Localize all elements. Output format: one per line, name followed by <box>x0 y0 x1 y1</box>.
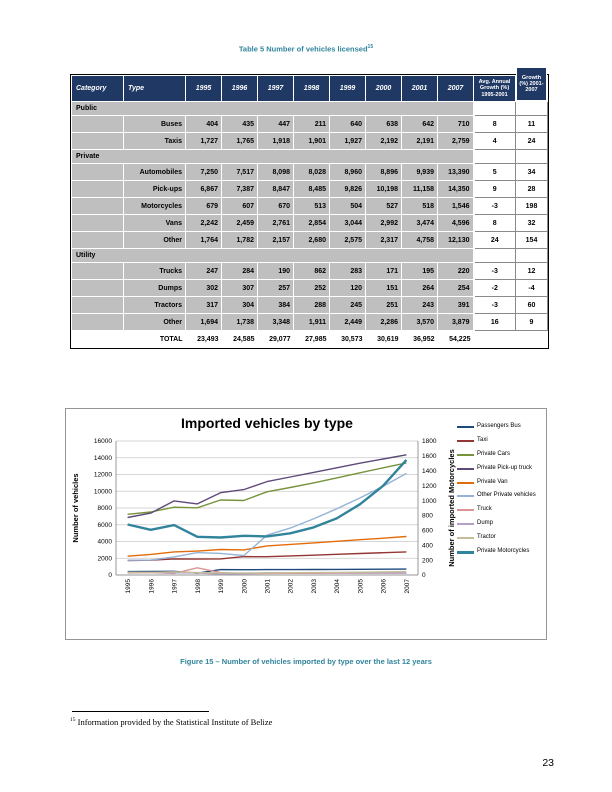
growth-cell: -4 <box>516 280 548 297</box>
legend-swatch <box>457 537 474 539</box>
value-cell: 2,449 <box>330 314 366 331</box>
table-row <box>72 215 548 232</box>
value-cell: 2,854 <box>294 215 330 232</box>
right-axis-tick: 1400 <box>422 467 437 475</box>
legend-item <box>457 451 543 458</box>
series-line <box>128 463 407 514</box>
value-cell: 8,485 <box>294 181 330 198</box>
footnote-divider <box>72 711 209 712</box>
value-cell: 4,758 <box>402 232 438 249</box>
value-cell: 211 <box>294 116 330 133</box>
category-cell <box>72 331 124 348</box>
value-cell: 2,317 <box>366 232 402 249</box>
avg-growth-cell: 8 <box>474 215 516 232</box>
value-cell: 1,782 <box>222 232 258 249</box>
series-line <box>128 552 407 561</box>
right-axis-tick: 600 <box>422 527 433 535</box>
legend-label: Private Cars <box>477 450 511 457</box>
left-axis-tick: 4000 <box>97 538 112 546</box>
type-cell: Other <box>124 314 186 331</box>
x-axis-tick: 2002 <box>287 579 295 594</box>
value-cell: 2,286 <box>366 314 402 331</box>
value-cell: 254 <box>438 280 474 297</box>
x-axis-tick: 1995 <box>125 579 133 594</box>
total-label: TOTAL <box>124 331 186 348</box>
value-cell: 1,901 <box>294 133 330 150</box>
growth-cell: 24 <box>516 133 548 150</box>
footnote <box>70 717 500 727</box>
type-cell: Pick-ups <box>124 181 186 198</box>
total-value-cell: 30,619 <box>366 331 402 348</box>
col-year: 1996 <box>222 76 258 102</box>
value-cell: 220 <box>438 263 474 280</box>
value-cell: 679 <box>186 198 222 215</box>
value-cell: 190 <box>258 263 294 280</box>
value-cell: 710 <box>438 116 474 133</box>
category-cell <box>72 116 124 133</box>
col-year: 2000 <box>366 76 402 102</box>
growth-cell: 32 <box>516 215 548 232</box>
value-cell: 257 <box>258 280 294 297</box>
x-axis-tick: 2000 <box>241 579 249 594</box>
table-header-row <box>72 76 548 102</box>
type-cell: Taxis <box>124 133 186 150</box>
right-axis-tick: 200 <box>422 557 433 565</box>
x-axis-tick: 1996 <box>148 579 156 594</box>
right-axis-label: Number of imported Motorcycles <box>447 449 456 567</box>
legend-swatch <box>457 454 474 456</box>
legend-label: Other Private vehicles <box>477 492 536 499</box>
table-title-text: Table 5 Number of vehicles licensed <box>238 44 368 54</box>
value-cell: 264 <box>402 280 438 297</box>
value-cell: 2,761 <box>258 215 294 232</box>
value-cell: 527 <box>366 198 402 215</box>
value-cell: 2,680 <box>294 232 330 249</box>
avg-growth-cell: -3 <box>474 198 516 215</box>
value-cell: 7,387 <box>222 181 258 198</box>
col-year: 1998 <box>294 76 330 102</box>
value-cell: 304 <box>222 297 258 314</box>
growth-cell: 154 <box>516 232 548 249</box>
type-cell: Trucks <box>124 263 186 280</box>
value-cell: 6,867 <box>186 181 222 198</box>
total-value-cell: 30,573 <box>330 331 366 348</box>
value-cell: 607 <box>222 198 258 215</box>
series-line <box>128 473 407 560</box>
avg-growth-cell: 9 <box>474 181 516 198</box>
value-cell: 2,192 <box>366 133 402 150</box>
category-cell <box>72 133 124 150</box>
value-cell: 3,474 <box>402 215 438 232</box>
category-cell <box>72 164 124 181</box>
x-axis-tick: 2001 <box>264 579 272 594</box>
value-cell: 391 <box>438 297 474 314</box>
table-row <box>72 232 548 249</box>
value-cell: 518 <box>402 198 438 215</box>
value-cell: 642 <box>402 116 438 133</box>
value-cell: 2,575 <box>330 232 366 249</box>
value-cell: 2,459 <box>222 215 258 232</box>
value-cell: 195 <box>402 263 438 280</box>
section-label: Private <box>72 150 474 164</box>
value-cell: 3,570 <box>402 314 438 331</box>
left-axis-tick: 16000 <box>93 438 112 446</box>
growth-cell <box>516 249 548 263</box>
value-cell: 251 <box>366 297 402 314</box>
table-row <box>72 164 548 181</box>
left-axis-tick: 0 <box>108 572 112 580</box>
category-cell <box>72 280 124 297</box>
legend-item <box>457 520 543 527</box>
right-axis-tick: 0 <box>422 572 426 580</box>
value-cell: 4,596 <box>438 215 474 232</box>
value-cell: 1,727 <box>186 133 222 150</box>
value-cell: 2,242 <box>186 215 222 232</box>
avg-growth-cell: -2 <box>474 280 516 297</box>
vehicles-licensed-table <box>71 75 548 348</box>
value-cell: 247 <box>186 263 222 280</box>
x-axis-tick: 1998 <box>194 579 202 594</box>
category-cell <box>72 232 124 249</box>
value-cell: 1,911 <box>294 314 330 331</box>
value-cell: 1,918 <box>258 133 294 150</box>
table-row <box>72 181 548 198</box>
figure-caption: Figure 15 – Number of vehicles imported by type over the last 12 years <box>180 657 432 666</box>
value-cell: 8,098 <box>258 164 294 181</box>
legend-swatch <box>457 551 474 554</box>
value-cell: 2,157 <box>258 232 294 249</box>
legend-label: Taxi <box>477 436 488 443</box>
table-row <box>72 297 548 314</box>
growth-cell: 28 <box>516 181 548 198</box>
type-cell: Vans <box>124 215 186 232</box>
chart-title: Imported vehicles by type <box>181 415 353 431</box>
value-cell: 404 <box>186 116 222 133</box>
value-cell: 3,044 <box>330 215 366 232</box>
avg-growth-cell: 24 <box>474 232 516 249</box>
avg-growth-cell: 4 <box>474 133 516 150</box>
legend-item <box>457 492 543 499</box>
legend-item <box>457 506 543 513</box>
right-axis-tick: 1200 <box>422 482 437 490</box>
value-cell: 2,992 <box>366 215 402 232</box>
avg-growth-cell <box>474 150 516 164</box>
legend-label: Passengers Bus <box>477 423 521 429</box>
value-cell: 13,390 <box>438 164 474 181</box>
value-cell: 252 <box>294 280 330 297</box>
growth-cell: 9 <box>516 314 548 331</box>
value-cell: 638 <box>366 116 402 133</box>
category-cell <box>72 263 124 280</box>
value-cell: 1,738 <box>222 314 258 331</box>
value-cell: 2,759 <box>438 133 474 150</box>
right-axis-tick: 1600 <box>422 453 437 461</box>
col-year: 2001 <box>402 76 438 102</box>
value-cell: 3,879 <box>438 314 474 331</box>
table-row <box>72 263 548 280</box>
col-year: 1999 <box>330 76 366 102</box>
value-cell: 1,927 <box>330 133 366 150</box>
avg-growth-cell: 5 <box>474 164 516 181</box>
type-cell: Buses <box>124 116 186 133</box>
value-cell: 7,517 <box>222 164 258 181</box>
total-row <box>72 331 548 348</box>
left-axis-label: Number of vehicles <box>71 473 80 543</box>
legend-item <box>457 465 543 472</box>
legend-swatch <box>457 482 474 484</box>
growth-cell: 34 <box>516 164 548 181</box>
left-axis-tick: 2000 <box>97 555 112 563</box>
growth-cell <box>516 102 548 116</box>
value-cell: 317 <box>186 297 222 314</box>
value-cell: 435 <box>222 116 258 133</box>
total-value-cell: 23,493 <box>186 331 222 348</box>
vehicles-table-wrapper <box>70 74 549 349</box>
legend-swatch <box>457 523 474 525</box>
section-row <box>72 150 548 164</box>
category-cell <box>72 215 124 232</box>
right-axis-tick: 1000 <box>422 497 437 505</box>
page-number: 23 <box>542 757 554 769</box>
avg-growth-cell <box>474 102 516 116</box>
value-cell: 11,158 <box>402 181 438 198</box>
type-cell: Dumps <box>124 280 186 297</box>
value-cell: 1,546 <box>438 198 474 215</box>
col-year: 1997 <box>258 76 294 102</box>
legend-label: Truck <box>477 506 492 513</box>
value-cell: 8,847 <box>258 181 294 198</box>
category-cell <box>72 297 124 314</box>
footnote-text: Information provided by the Statistical Institute of Belize <box>75 717 273 727</box>
value-cell: 14,350 <box>438 181 474 198</box>
value-cell: 384 <box>258 297 294 314</box>
total-value-cell: 29,077 <box>258 331 294 348</box>
x-axis-tick: 2005 <box>357 579 365 594</box>
value-cell: 302 <box>186 280 222 297</box>
footnote-number: 15 <box>70 717 76 724</box>
value-cell: 862 <box>294 263 330 280</box>
legend-label: Dump <box>477 520 494 527</box>
legend-swatch <box>457 509 474 511</box>
legend-label: Tractor <box>477 534 496 541</box>
table-title-footnote-ref: 15 <box>367 44 374 50</box>
table-row <box>72 314 548 331</box>
legend-label: Private Pick-up truck <box>477 464 533 471</box>
value-cell: 171 <box>366 263 402 280</box>
avg-growth-cell: 16 <box>474 314 516 331</box>
col-type: Type <box>124 76 186 102</box>
value-cell: 12,130 <box>438 232 474 249</box>
value-cell: 8,028 <box>294 164 330 181</box>
value-cell: 9,826 <box>330 181 366 198</box>
table-row <box>72 133 548 150</box>
value-cell: 9,939 <box>402 164 438 181</box>
type-cell: Motorcycles <box>124 198 186 215</box>
x-axis-tick: 2003 <box>310 579 318 594</box>
col-year: 1995 <box>186 76 222 102</box>
x-axis-tick: 1999 <box>218 579 226 594</box>
value-cell: 284 <box>222 263 258 280</box>
total-value-cell: 36,952 <box>402 331 438 348</box>
imported-vehicles-chart <box>65 408 547 640</box>
category-cell <box>72 198 124 215</box>
legend-swatch <box>457 495 474 497</box>
value-cell: 10,198 <box>366 181 402 198</box>
value-cell: 245 <box>330 297 366 314</box>
table-row <box>72 116 548 133</box>
col-category: Category <box>72 76 124 102</box>
growth-cell: 12 <box>516 263 548 280</box>
avg-growth-cell: 8 <box>474 116 516 133</box>
growth-cell <box>516 150 548 164</box>
table-row <box>72 280 548 297</box>
type-cell: Automobiles <box>124 164 186 181</box>
value-cell: 151 <box>366 280 402 297</box>
legend-item <box>457 437 543 444</box>
table-body <box>72 102 548 348</box>
value-cell: 8,960 <box>330 164 366 181</box>
section-row <box>72 102 548 116</box>
x-axis-tick: 2007 <box>403 579 411 594</box>
left-axis-tick: 8000 <box>97 505 112 513</box>
value-cell: 8,896 <box>366 164 402 181</box>
legend-label: Private Motorcycles <box>477 548 530 555</box>
value-cell: 1,764 <box>186 232 222 249</box>
table-title <box>0 44 612 54</box>
section-label: Utility <box>72 249 474 263</box>
growth-cell: 11 <box>516 116 548 133</box>
legend-label: Private Van <box>477 478 508 485</box>
x-axis-tick: 2006 <box>380 579 388 594</box>
value-cell: 243 <box>402 297 438 314</box>
avg-growth-cell <box>474 249 516 263</box>
growth-cell: 198 <box>516 198 548 215</box>
growth-cell: 60 <box>516 297 548 314</box>
type-cell: Other <box>124 232 186 249</box>
value-cell: 670 <box>258 198 294 215</box>
value-cell: 640 <box>330 116 366 133</box>
col-growth: Growth (%) 2001-2007 <box>516 76 548 102</box>
right-axis-tick: 800 <box>422 512 433 520</box>
right-axis-tick: 1800 <box>422 438 437 446</box>
section-label: Public <box>72 102 474 116</box>
total-value-cell: 54,225 <box>438 331 474 348</box>
legend-item <box>457 548 543 555</box>
value-cell: 7,250 <box>186 164 222 181</box>
total-value-cell: 27,985 <box>294 331 330 348</box>
category-cell <box>72 314 124 331</box>
legend-item <box>457 479 543 486</box>
left-axis-tick: 12000 <box>93 471 112 479</box>
table-row <box>72 198 548 215</box>
value-cell: 1,765 <box>222 133 258 150</box>
col-year: 2007 <box>438 76 474 102</box>
value-cell: 307 <box>222 280 258 297</box>
right-axis-tick: 400 <box>422 542 433 550</box>
section-row <box>72 249 548 263</box>
value-cell: 3,348 <box>258 314 294 331</box>
left-axis-tick: 14000 <box>93 454 112 462</box>
col-avg-growth: Avg. Annual Growth (%) 1995-2001 <box>474 76 516 102</box>
left-axis-tick: 10000 <box>93 488 112 496</box>
left-axis-tick: 6000 <box>97 521 112 529</box>
category-cell <box>72 181 124 198</box>
x-axis-tick: 1997 <box>171 579 179 594</box>
legend-swatch <box>457 440 474 442</box>
value-cell: 120 <box>330 280 366 297</box>
avg-growth-cell: -3 <box>474 297 516 314</box>
value-cell: 1,694 <box>186 314 222 331</box>
legend-swatch <box>457 468 474 470</box>
value-cell: 504 <box>330 198 366 215</box>
chart-legend <box>457 423 543 555</box>
value-cell: 288 <box>294 297 330 314</box>
total-value-cell: 24,585 <box>222 331 258 348</box>
table-header <box>72 76 548 102</box>
legend-item <box>457 534 543 541</box>
value-cell: 513 <box>294 198 330 215</box>
value-cell: 447 <box>258 116 294 133</box>
avg-growth-cell: -3 <box>474 263 516 280</box>
value-cell: 2,191 <box>402 133 438 150</box>
legend-item <box>457 423 543 430</box>
legend-swatch <box>457 426 474 428</box>
type-cell: Tractors <box>124 297 186 314</box>
x-axis-tick: 2004 <box>334 579 342 594</box>
value-cell: 283 <box>330 263 366 280</box>
